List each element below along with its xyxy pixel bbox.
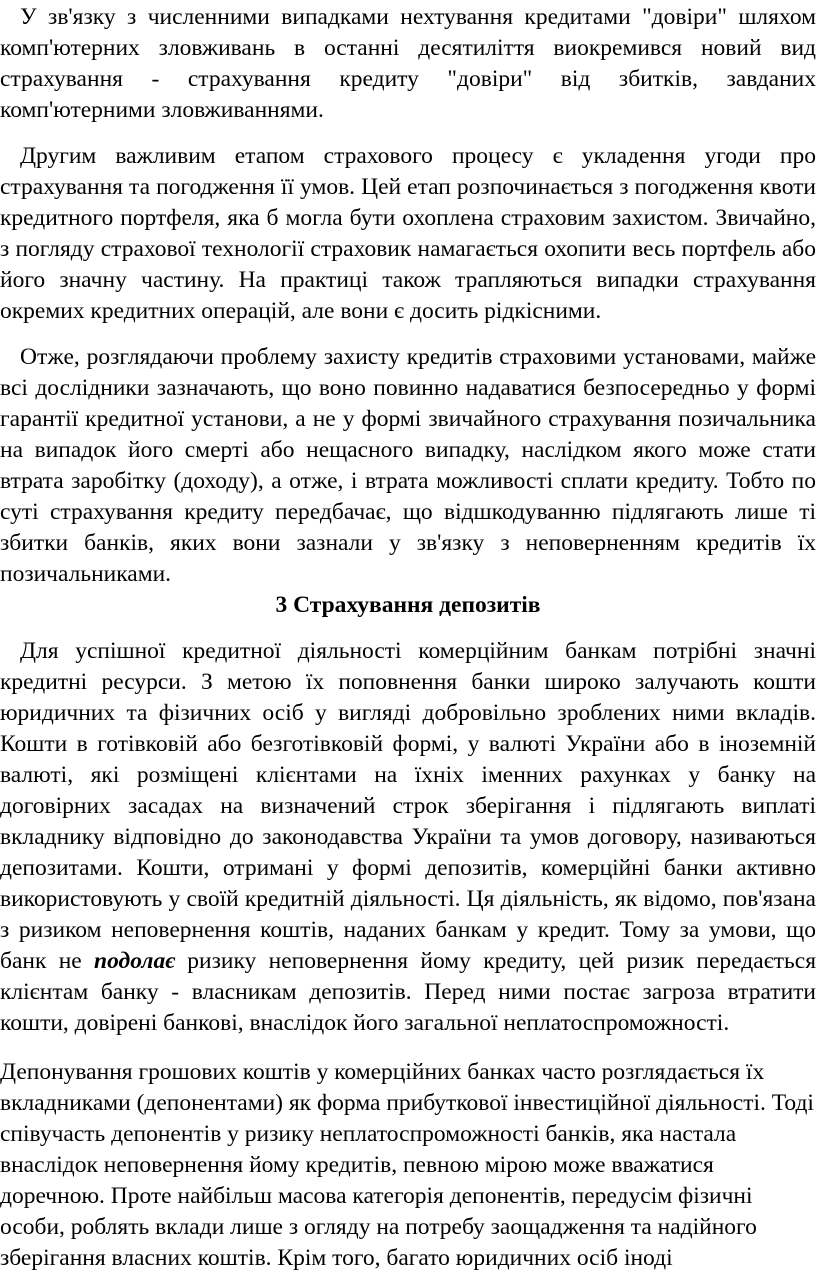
paragraph-insurance-agreement: Другим важливим етапом страхового процесу є укладення угоди про страхування та погодження її умов. Цей етап розпочинається з погодження квоти кредитного портфеля, яка б могла бути охоплена страховим захистом. Звичайно, з погляду страхової технології страховик намагається охопити весь портфель або його значну частину. На практиці також трапляються випадки страхування окремих кредитних операцій, але вони є досить рідкісними. [0, 143, 816, 324]
paragraph-deposits-text-before: Для успішної кредитної діяльності комерційним банкам потрібні значні кредитні ресурси. З метою їх поповнення банки широко залучають кошти юридичних та фізичних осіб у вигляді добровільно зроблених ними вкладів. Кошти в готівковій або безготівковій формі, у валюті України або в іноземній валюті, які розміщені клієнтами на їхніх іменних рахунках у банку на договірних засадах на визначений строк зберігання і підлягають виплаті вкладнику відповідно до законодавства України та умов договору, називаються депозитами. Кошти, отримані у формі депозитів, комерційні банки активно використовують у своїй кредитній діяльності. Ця діяльність, як відомо, пов'язана з ризиком неповернення коштів, наданих банкам у кредит. Тому за умови, що банк не [0, 638, 816, 974]
paragraph-credit-trust-insurance: У зв'язку з численними випадками нехтування кредитами "довіри" шляхом комп'ютерних зловживань в останні десятиліття виокремився новий вид страхування - страхування кредиту "довіри" від збитків, завданих комп'ютерними зловживаннями. [0, 4, 816, 123]
section-heading: 3 Страхування депозитів [275, 592, 541, 618]
paragraph-depositing-funds: Депонування грошових коштів у комерційних банках часто розглядається їх вкладниками (депонентами) як форма прибуткової інвестиційної діяльності. Тоді співучасть депонентів у ризику неплатоспроможності банків, яка настала внаслідок неповернення йому кредитів, певною мірою може вважатися доречною. Проте найбільш масова категорія депонентів, передусім фізичні особи, роблять вклади лише з огляду на потребу заощадження та надійного зберігання власних коштів. Крім того, багато юридичних осіб іноді [0, 1059, 814, 1271]
paragraph-credit-protection: Отже, розглядаючи проблему захисту кредитів страховими установами, майже всі дослідники зазначають, що воно повинно надаватися безпосередньо у формі гарантії кредитної установи, а не у формі звичайного страхування позичальника на випадок його смерті або нещасного випадку, наслідком якого може стати втрата заробітку (доходу), а отже, і втрата можливості сплати кредиту. Тобто по суті страхування кредиту передбачає, що відшкодуванню підлягають лише ті збитки банків, яких вони зазнали у зв'язку з неповерненням кредитів їх позичальниками. [0, 344, 816, 587]
emphasized-word: подолає [94, 948, 175, 974]
paragraph-deposits-text-after: ризику неповернення йому кредиту, цей ризик передається клієнтам банку - власникам депозитів. Перед ними постає загроза втратити кошти, довірені банкові, внаслідок його загальної неплатоспроможності. [0, 948, 816, 1036]
paragraph-deposits-intro [0, 636, 816, 1039]
